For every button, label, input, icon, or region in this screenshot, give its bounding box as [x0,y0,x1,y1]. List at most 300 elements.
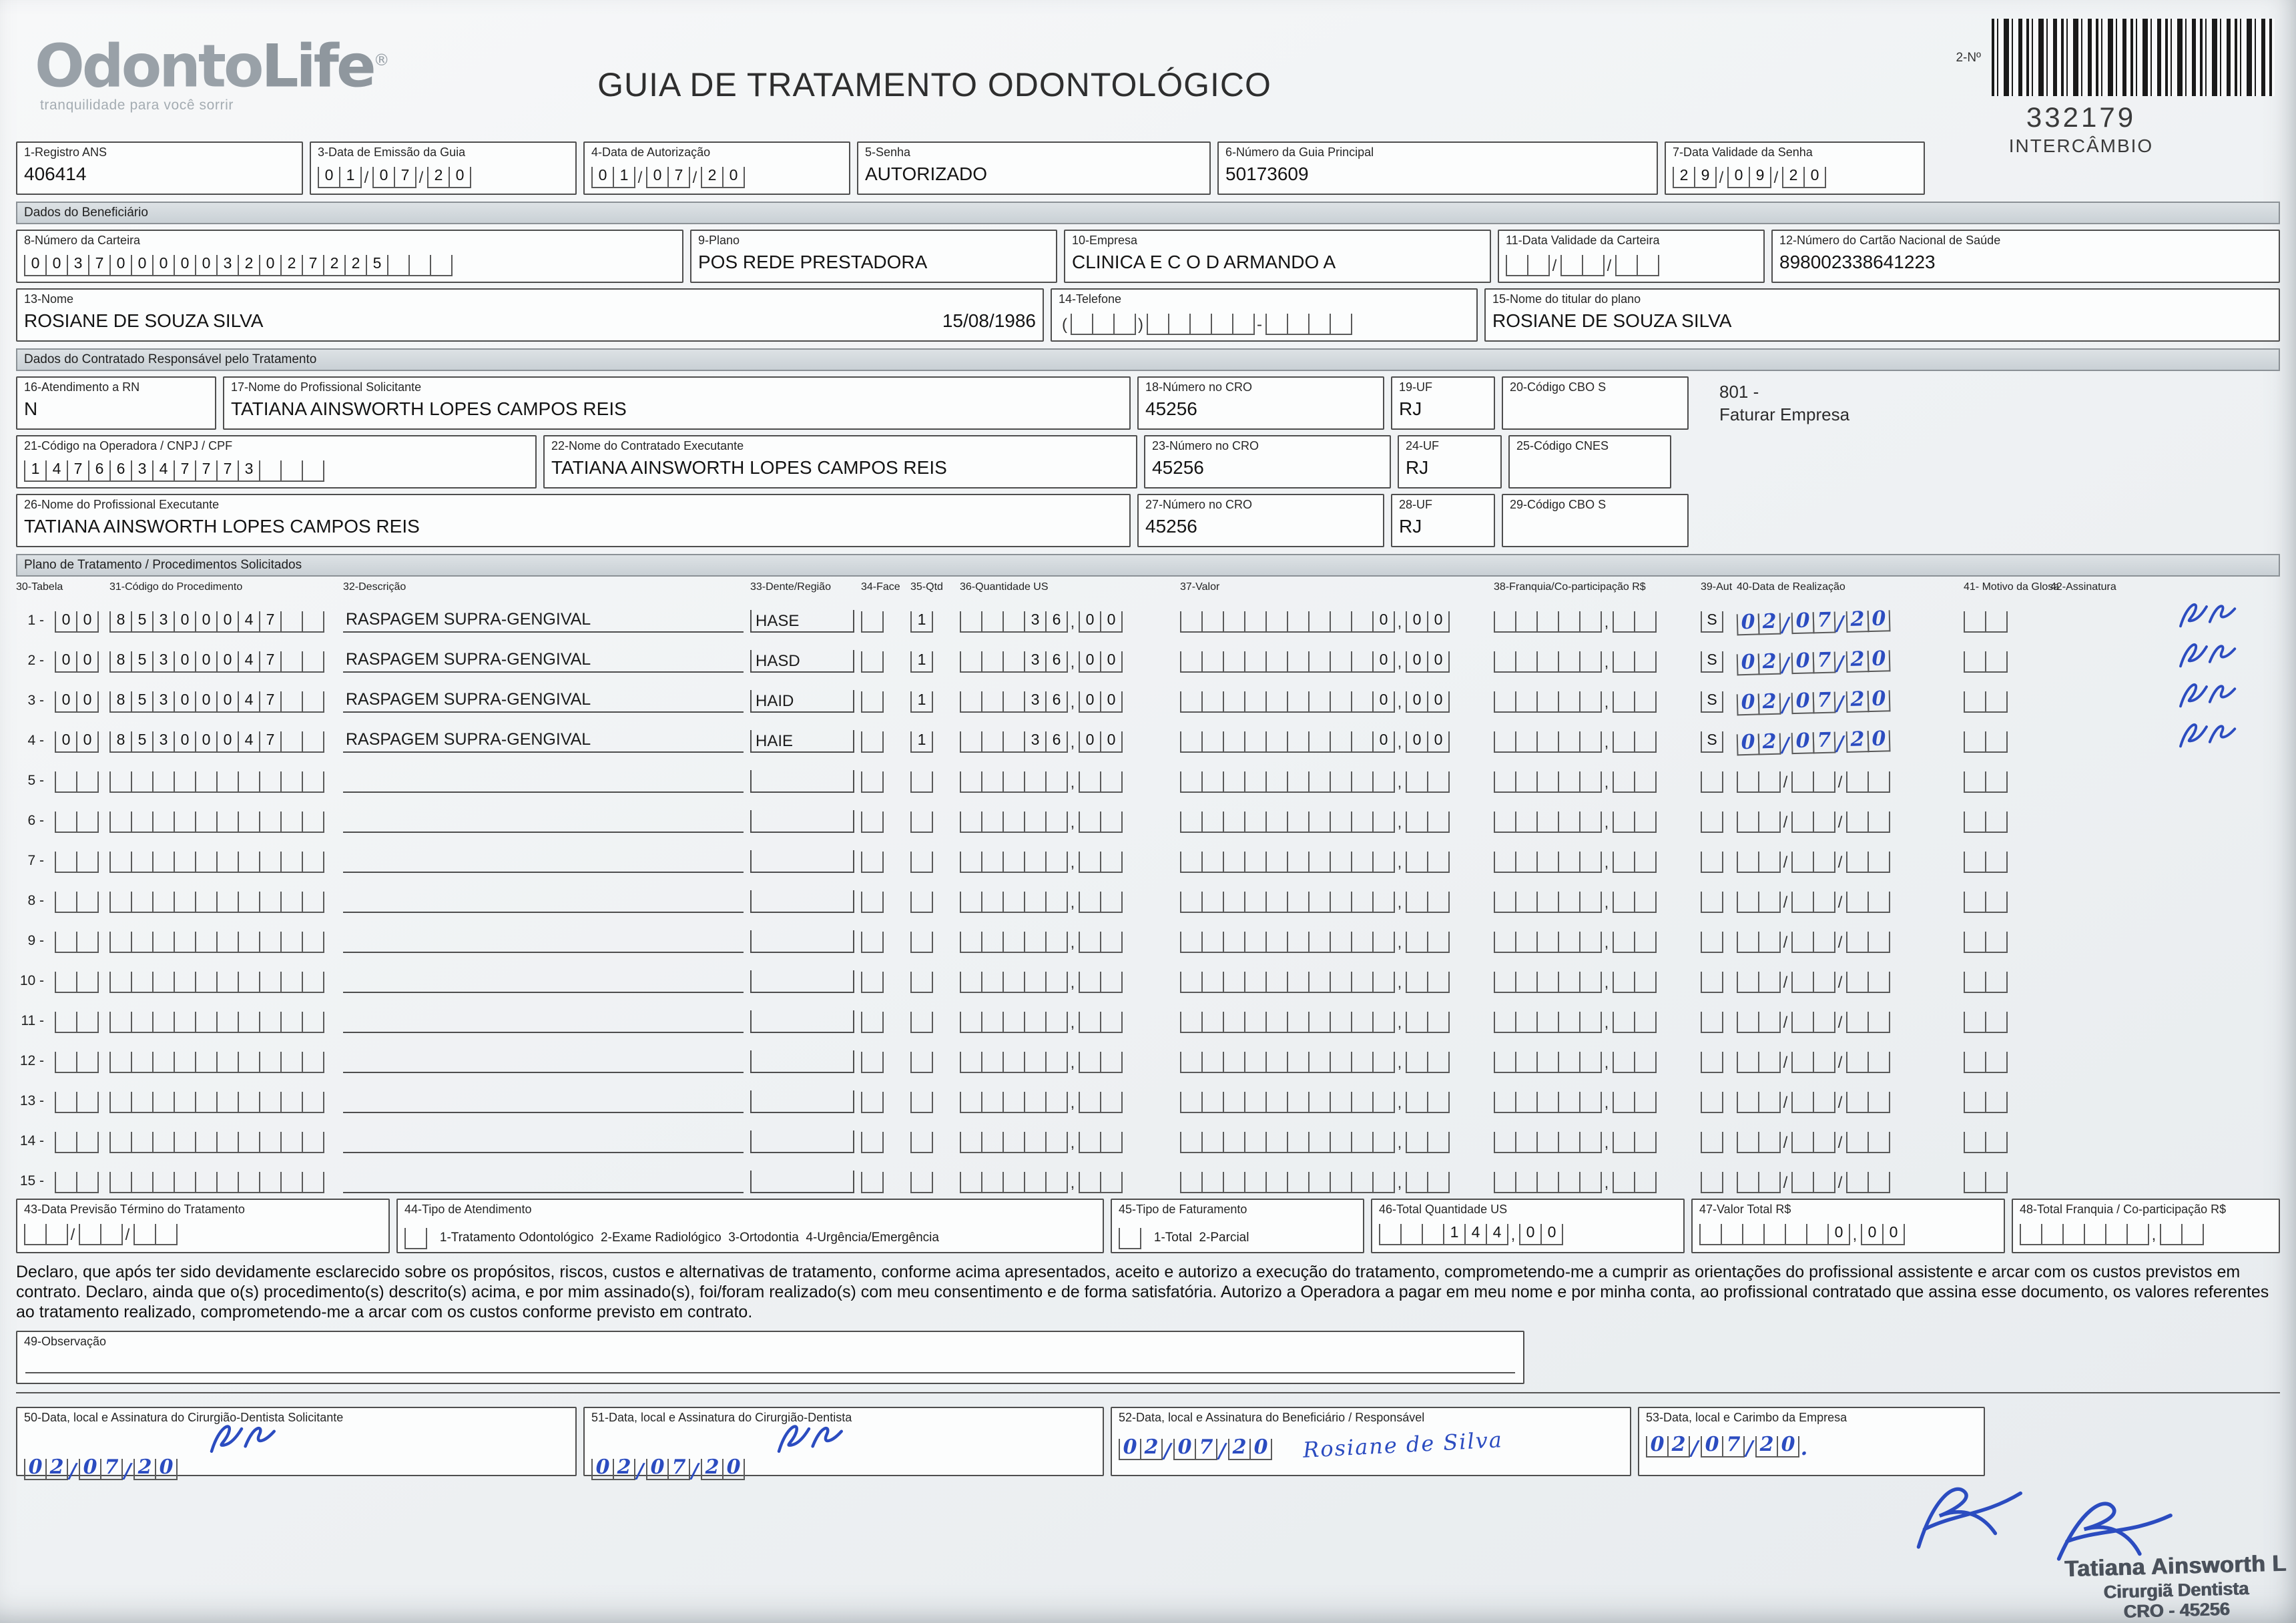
motivo-glosa-combs [1964,889,2044,913]
face-combs [861,969,904,993]
comb-cell [152,1052,175,1073]
comb-cell [280,1052,303,1073]
comb-separator: / [1783,1013,1788,1032]
comb-cell [1758,972,1781,993]
comb-cell [302,932,324,953]
comb-cell [1634,611,1657,633]
descricao-value [343,769,744,793]
comb-cell [861,1012,884,1033]
comb-cell [152,852,175,873]
comb-field [1506,252,1757,275]
comb-cell [1634,691,1657,713]
comb-cell: 0 [1427,691,1450,713]
comb-cell [1351,691,1374,713]
comb-cell [1813,1052,1835,1073]
valor-combs [1180,1049,1487,1073]
quantidade-us-combs [960,1049,1173,1073]
comb-cell [1180,691,1203,713]
comb-cell: 2 [613,1459,635,1480]
comb-cell: 0 [1791,692,1815,714]
comb-cell [1742,1224,1765,1245]
assinatura-cell [2050,1118,2280,1153]
comb-cell [1536,892,1559,913]
row-number: 11 - [21,1013,44,1029]
comb-cell [981,932,1004,953]
comb-cell [131,972,154,993]
comb-cell: 0 [1540,1224,1563,1245]
field-26-profissional-executante [16,494,1131,547]
comb-cell [195,1052,218,1073]
comb-cell [302,1092,324,1113]
comb-separator: / [1781,693,1790,717]
comb-cell [1613,812,1635,833]
comb-cell [1813,972,1835,993]
comb-cell [1406,1092,1428,1113]
comb-separator: , [1604,773,1609,791]
procedure-row [16,993,2280,1033]
comb-cell [1045,1092,1068,1113]
field-value: RJ [1399,398,1422,419]
valor-combs [1180,1169,1487,1193]
comb-cell: 7 [1813,651,1836,673]
comb-cell [861,611,884,633]
data-realizacao-combs [1737,685,1958,716]
comb-cell: 0 [591,1459,614,1480]
comb-separator: / [123,1459,131,1483]
comb-cell: 0 [1372,651,1395,673]
field-label: 10-Empresa [1072,234,1138,247]
comb-cell [1494,932,1516,953]
comb-cell [55,1172,77,1193]
comb-cell [1223,972,1245,993]
comb-cell [1515,1012,1538,1033]
franquia-combs [1494,649,1694,673]
comb-cell: 2 [280,255,303,276]
field-label: 11-Data Validade da Carteira [1506,234,1660,247]
dente-regiao-value [750,810,854,833]
comb-cell: 8 [109,611,132,633]
comb-cell [981,691,1004,713]
comb-cell [152,892,175,913]
comb-cell [1791,972,1814,993]
comb-cell [1758,932,1781,953]
comb-separator: , [1604,1093,1609,1112]
comb-cell [1330,314,1352,335]
comb-separator: , [1070,653,1075,671]
comb-cell [1113,314,1136,335]
comb-cell [109,1172,132,1193]
comb-separator: , [1397,613,1402,631]
field-label: 47-Valor Total R$ [1699,1203,1791,1216]
comb-cell [1308,731,1331,753]
comb-cell [1351,1092,1374,1113]
assinatura-cell [2050,598,2280,633]
section-plano-tratamento: Plano de Tratamento / Procedimentos Solicitados [16,554,2280,577]
field-53-carimbo-empresa [1638,1407,1985,1476]
comb-cell [1515,892,1538,913]
comb-cell [1634,651,1657,673]
comb-cell [960,812,982,833]
row-number: 2 - [27,653,44,669]
form-row-contratado-2 [16,435,2280,489]
comb-cell [280,611,303,633]
motivo-glosa-combs [1964,929,2044,953]
comb-cell [1758,771,1781,793]
valor-combs [1180,929,1487,953]
comb-separator: / [1837,1173,1843,1192]
comb-cell [152,932,175,953]
comb-separator: / [1783,1133,1788,1152]
comb-separator: , [1604,813,1609,832]
qtd-combs [910,689,953,713]
barcode-number-label: 2-Nº [1956,50,1981,65]
comb-cell: S [1701,731,1723,753]
comb-cell [910,1172,933,1193]
comb-cell [861,731,884,753]
comb-cell [195,1012,218,1033]
comb-cell [981,1092,1004,1113]
franquia-combs [1494,929,1694,953]
procedure-row [16,793,2280,833]
comb-cell [1079,932,1101,953]
comb-separator: , [1397,1093,1402,1112]
comb-cell [1701,1052,1723,1073]
comb-cell [981,771,1004,793]
comb-cell: 9 [1749,167,1771,188]
comb-cell [1168,314,1191,335]
row-number: 7 - [27,853,44,869]
data-realizacao-combs [1737,769,1957,793]
comb-cell [55,771,77,793]
comb-separator: , [2151,1225,2157,1244]
codigo-combs [109,689,336,713]
form-row-totais [16,1199,2280,1253]
comb-cell [2105,1224,2128,1245]
comb-cell [1579,932,1602,953]
valor-combs [1180,1129,1487,1153]
comb-cell: 7 [1813,731,1836,753]
comb-cell [1868,1012,1890,1033]
comb-cell [1308,972,1331,993]
comb-cell [1201,731,1224,753]
comb-cell: 0 [24,255,47,276]
comb-cell: 6 [1045,691,1068,713]
comb-cell: 7 [1813,611,1836,633]
comb-cell [1846,1092,1869,1113]
comb-cell: 3 [131,460,154,482]
comb-separator: , [1397,1133,1402,1152]
comb-cell: 3 [1024,651,1047,673]
comb-cell [1737,1172,1759,1193]
comb-cell [109,852,132,873]
comb-cell [1813,892,1835,913]
col-header-dente: 33-Dente/Região [750,581,831,593]
comb-cell [1846,1012,1869,1033]
comb-cell [1846,812,1869,833]
guide-number: 332179 [2026,103,2136,133]
comb-cell [910,932,933,953]
comb-cell [1372,1132,1395,1153]
comb-cell [1045,1172,1068,1193]
comb-cell: 7 [259,651,282,673]
comb-cell [1244,611,1267,633]
field-value: 45256 [1145,515,1197,537]
form-row-contratado-3 [16,494,2280,547]
aut-combs [1701,969,1730,993]
field-label: 26-Nome do Profissional Executante [24,498,220,511]
field-44-tipo-atendimento [396,1199,1104,1253]
comb-cell [1244,1012,1267,1033]
dente-regiao-value: HASD [750,650,854,673]
field-label: 22-Nome do Contratado Executante [551,439,744,452]
comb-cell [55,932,77,953]
comb-cell [1613,1132,1635,1153]
field-label: 19-UF [1399,380,1433,394]
comb-cell [981,1132,1004,1153]
comb-cell: 0 [55,611,77,633]
comb-cell [1536,812,1559,833]
quantidade-us-combs [960,969,1173,993]
comb-cell [960,1052,982,1073]
comb-cell: 0 [76,651,99,673]
comb-separator: / [1837,1093,1843,1112]
comb-cell [1211,314,1233,335]
barcode [1992,19,2275,96]
comb-cell [1868,892,1890,913]
codigo-combs [109,1089,336,1113]
comb-separator: , [1397,973,1402,992]
comb-cell [960,611,982,633]
comb-cell [302,731,324,753]
comb-cell [1427,771,1450,793]
field-label: 13-Nome [24,292,74,306]
comb-cell [1024,972,1047,993]
comb-cell [1701,771,1723,793]
comb-separator: , [1397,773,1402,791]
comb-cell [1515,852,1538,873]
comb-cell [1223,611,1245,633]
comb-cell [2084,1224,2106,1245]
row-number: 8 - [27,893,44,909]
comb-cell [1244,812,1267,833]
comb-cell [1515,651,1538,673]
comb-cell: 0 [109,255,132,276]
comb-cell [76,972,99,993]
aut-combs [1701,609,1730,633]
comb-cell [1964,812,1986,833]
comb-cell [1265,972,1288,993]
comb-cell [1265,691,1288,713]
codigo-combs [109,889,336,913]
comb-cell [1045,1052,1068,1073]
comb-cell [1868,1172,1890,1193]
comb-cell [1100,932,1123,953]
comb-cell [910,972,933,993]
comb-cell [1180,972,1203,993]
field-value: POS REDE PRESTADORA [698,251,928,272]
comb-cell [1265,812,1288,833]
comb-cell [1351,812,1374,833]
comb-cell [1223,852,1245,873]
comb-cell: 0 [1100,651,1123,673]
comb-cell [1758,892,1781,913]
field-label: 48-Total Franquia / Co-participação R$ [2020,1203,2227,1216]
codigo-combs [109,969,336,993]
comb-separator: / [1607,256,1612,275]
comb-cell [280,1172,303,1193]
comb-cell [1558,1012,1581,1033]
comb-cell: 0 [1406,651,1428,673]
col-header-codigo: 31-Código do Procedimento [109,581,243,593]
comb-cell [1351,1052,1374,1073]
field-value: ROSIANE DE SOUZA SILVA [1492,310,1732,331]
comb-separator: , [1510,1225,1516,1244]
comb-cell [1100,852,1123,873]
comb-field [2020,1221,2272,1244]
comb-separator: / [1837,933,1843,952]
comb-cell [1330,731,1352,753]
comb-cell [1201,611,1224,633]
comb-cell [1079,1092,1101,1113]
comb-cell [404,1228,427,1249]
comb-cell [1351,611,1374,633]
comb-cell [1287,972,1310,993]
comb-cell [259,1132,282,1153]
comb-separator: / [1783,813,1788,832]
quantidade-us-combs [960,609,1173,633]
comb-cell [1100,972,1123,993]
comb-cell [1494,972,1516,993]
comb-cell [302,1172,324,1193]
comb-cell [1406,812,1428,833]
comb-cell [1634,1052,1657,1073]
aut-combs [1701,889,1730,913]
comb-cell [1287,1172,1310,1193]
comb-cell [174,1092,196,1113]
motivo-glosa-combs [1964,769,2044,793]
comb-cell [1180,771,1203,793]
comb-cell [1494,1012,1516,1033]
comb-cell [1536,1052,1559,1073]
comb-cell [1536,731,1559,753]
comb-cell [1244,731,1267,753]
field-label: 15-Nome do titular do plano [1492,292,1641,306]
comb-cell [195,1172,218,1193]
comb-cell [1372,1012,1395,1033]
comb-cell [1201,892,1224,913]
comb-cell [960,932,982,953]
handwritten-date [1119,1435,1271,1463]
comb-cell [1422,1224,1444,1245]
comb-cell [238,852,260,873]
comb-cell: 2 [1228,1439,1251,1460]
comb-separator: , [1070,1173,1075,1192]
signature-initials [2171,598,2243,633]
comb-cell [131,1052,154,1073]
face-combs [861,1169,904,1193]
comb-cell [1791,771,1814,793]
comb-cell [981,731,1004,753]
comb-cell [1785,1224,1807,1245]
comb-cell [1079,1172,1101,1193]
comb-cell [1079,812,1101,833]
comb-cell [960,852,982,873]
comb-cell: 5 [131,731,154,753]
comb-cell [1579,611,1602,633]
row-number: 5 - [27,773,44,789]
comb-cell [1100,812,1123,833]
tabela-combs [55,849,103,873]
comb-cell [1846,892,1869,913]
comb-cell: 2 [1758,733,1781,755]
field-value: RJ [1406,456,1429,478]
comb-cell [1763,1224,1786,1245]
comb-cell [238,932,260,953]
comb-cell [76,1132,99,1153]
comb-cell [1634,771,1657,793]
field-label: 50-Data, local e Assinatura do Cirurgião-Dentista Solicitante [24,1411,344,1424]
field-label: 28-UF [1399,498,1433,511]
comb-cell [1079,771,1101,793]
comb-cell [109,932,132,953]
assinatura-cell [2050,878,2280,913]
field-value: 898002338641223 [1779,251,1936,272]
tabela-combs [55,1169,103,1193]
data-realizacao-combs [1737,809,1957,833]
field-45-tipo-faturamento [1111,1199,1364,1253]
franquia-combs [1494,809,1694,833]
comb-cell [131,932,154,953]
comb-separator: , [1604,853,1609,872]
comb-cell [1201,1172,1224,1193]
comb-cell [109,771,132,793]
comb-cell [1701,1172,1723,1193]
comb-cell: 1 [1443,1224,1466,1245]
comb-cell: 0 [1868,650,1891,672]
comb-cell [1045,892,1068,913]
procedure-row [16,1153,2280,1193]
field-24-uf [1398,435,1502,489]
comb-separator: , [1070,693,1075,711]
comb-separator: / [1783,973,1788,992]
comb-cell: 0 [24,1459,47,1480]
qtd-combs [910,649,953,673]
comb-cell [1287,771,1310,793]
field-7-data-validade-senha [1665,141,1925,195]
comb-cell [1558,852,1581,873]
comb-cell [174,1012,196,1033]
comb-separator: / [1781,653,1790,677]
comb-cell [1868,771,1890,793]
comb-cell [1330,611,1352,633]
valor-combs [1180,769,1487,793]
comb-cell [152,812,175,833]
quantidade-us-combs [960,689,1173,713]
col-header-franquia: 38-Franquia/Co-participação R$ [1494,581,1646,593]
field-label: 21-Código na Operadora / CNPJ / CPF [24,439,233,452]
motivo-glosa-combs [1964,1169,2044,1193]
comb-cell: 0 [216,651,239,673]
barcode-area [1888,19,2275,156]
comb-cell [1985,932,2008,953]
comb-cell [1846,1052,1869,1073]
field-label: 53-Data, local e Carimbo da Empresa [1646,1411,1847,1424]
comb-cell: 0 [79,1459,101,1480]
comb-cell [1223,1052,1245,1073]
comb-separator: , [1604,653,1609,671]
qtd-combs [910,849,953,873]
comb-cell [1558,771,1581,793]
